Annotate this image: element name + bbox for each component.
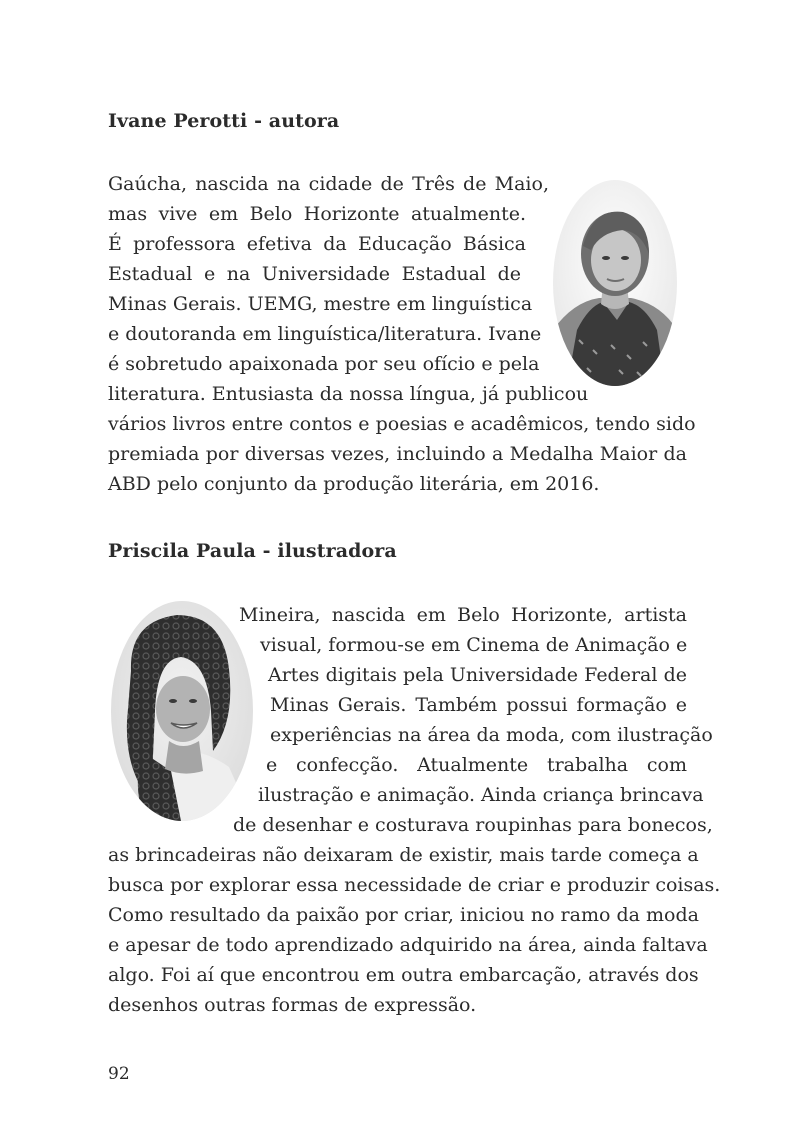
- bio-line: as brincadeiras não deixaram de existir, mais tarde começa a: [108, 844, 699, 866]
- bio-line: Gaúcha, nascida na cidade de Três de Maio,: [108, 173, 549, 195]
- bio-line: Minas Gerais. UEMG, mestre em linguística: [108, 293, 533, 315]
- bio-line: ilustração e animação. Ainda criança brincava: [258, 784, 704, 806]
- bio-line: Artes digitais pela Universidade Federal de: [268, 664, 687, 686]
- page-number: 92: [108, 1064, 130, 1084]
- illustrator-portrait: [111, 601, 253, 821]
- bio-line: É professora efetiva da Educação Básica: [108, 233, 526, 255]
- bio-line: algo. Foi aí que encontrou em outra embarcação, através dos: [108, 964, 699, 986]
- bio-line: busca por explorar essa necessidade de criar e produzir coisas.: [108, 874, 721, 896]
- bio-line: Minas Gerais. Também possui formação e: [270, 694, 687, 716]
- author-portrait: [553, 180, 677, 386]
- bio-line: ABD pelo conjunto da produção literária, em 2016.: [108, 473, 600, 495]
- author-heading: Ivane Perotti - autora: [108, 110, 340, 132]
- bio-line: vários livros entre contos e poesias e acadêmicos, tendo sido: [108, 413, 696, 435]
- bio-line: premiada por diversas vezes, incluindo a Medalha Maior da: [108, 443, 687, 465]
- bio-line: Como resultado da paixão por criar, iniciou no ramo da moda: [108, 904, 699, 926]
- bio-line: de desenhar e costurava roupinhas para bonecos,: [233, 814, 713, 836]
- bio-line: mas vive em Belo Horizonte atualmente.: [108, 203, 526, 225]
- bio-line: literatura. Entusiasta da nossa língua, já publicou: [108, 383, 589, 405]
- bio-line: visual, formou-se em Cinema de Animação e: [260, 634, 688, 656]
- bio-line: desenhos outras formas de expressão.: [108, 994, 477, 1016]
- bio-line: e apesar de todo aprendizado adquirido na área, ainda faltava: [108, 934, 708, 956]
- bio-line: e doutoranda em linguística/literatura. Ivane: [108, 323, 542, 345]
- bio-line: e confecção. Atualmente trabalha com: [266, 754, 687, 776]
- illustrator-heading: Priscila Paula - ilustradora: [108, 540, 397, 562]
- bio-line: é sobretudo apaixonada por seu ofício e pela: [108, 353, 540, 375]
- bio-line: Mineira, nascida em Belo Horizonte, artista: [239, 604, 687, 626]
- bio-line: experiências na área da moda, com ilustração: [270, 724, 713, 746]
- bio-line: Estadual e na Universidade Estadual de: [108, 263, 521, 285]
